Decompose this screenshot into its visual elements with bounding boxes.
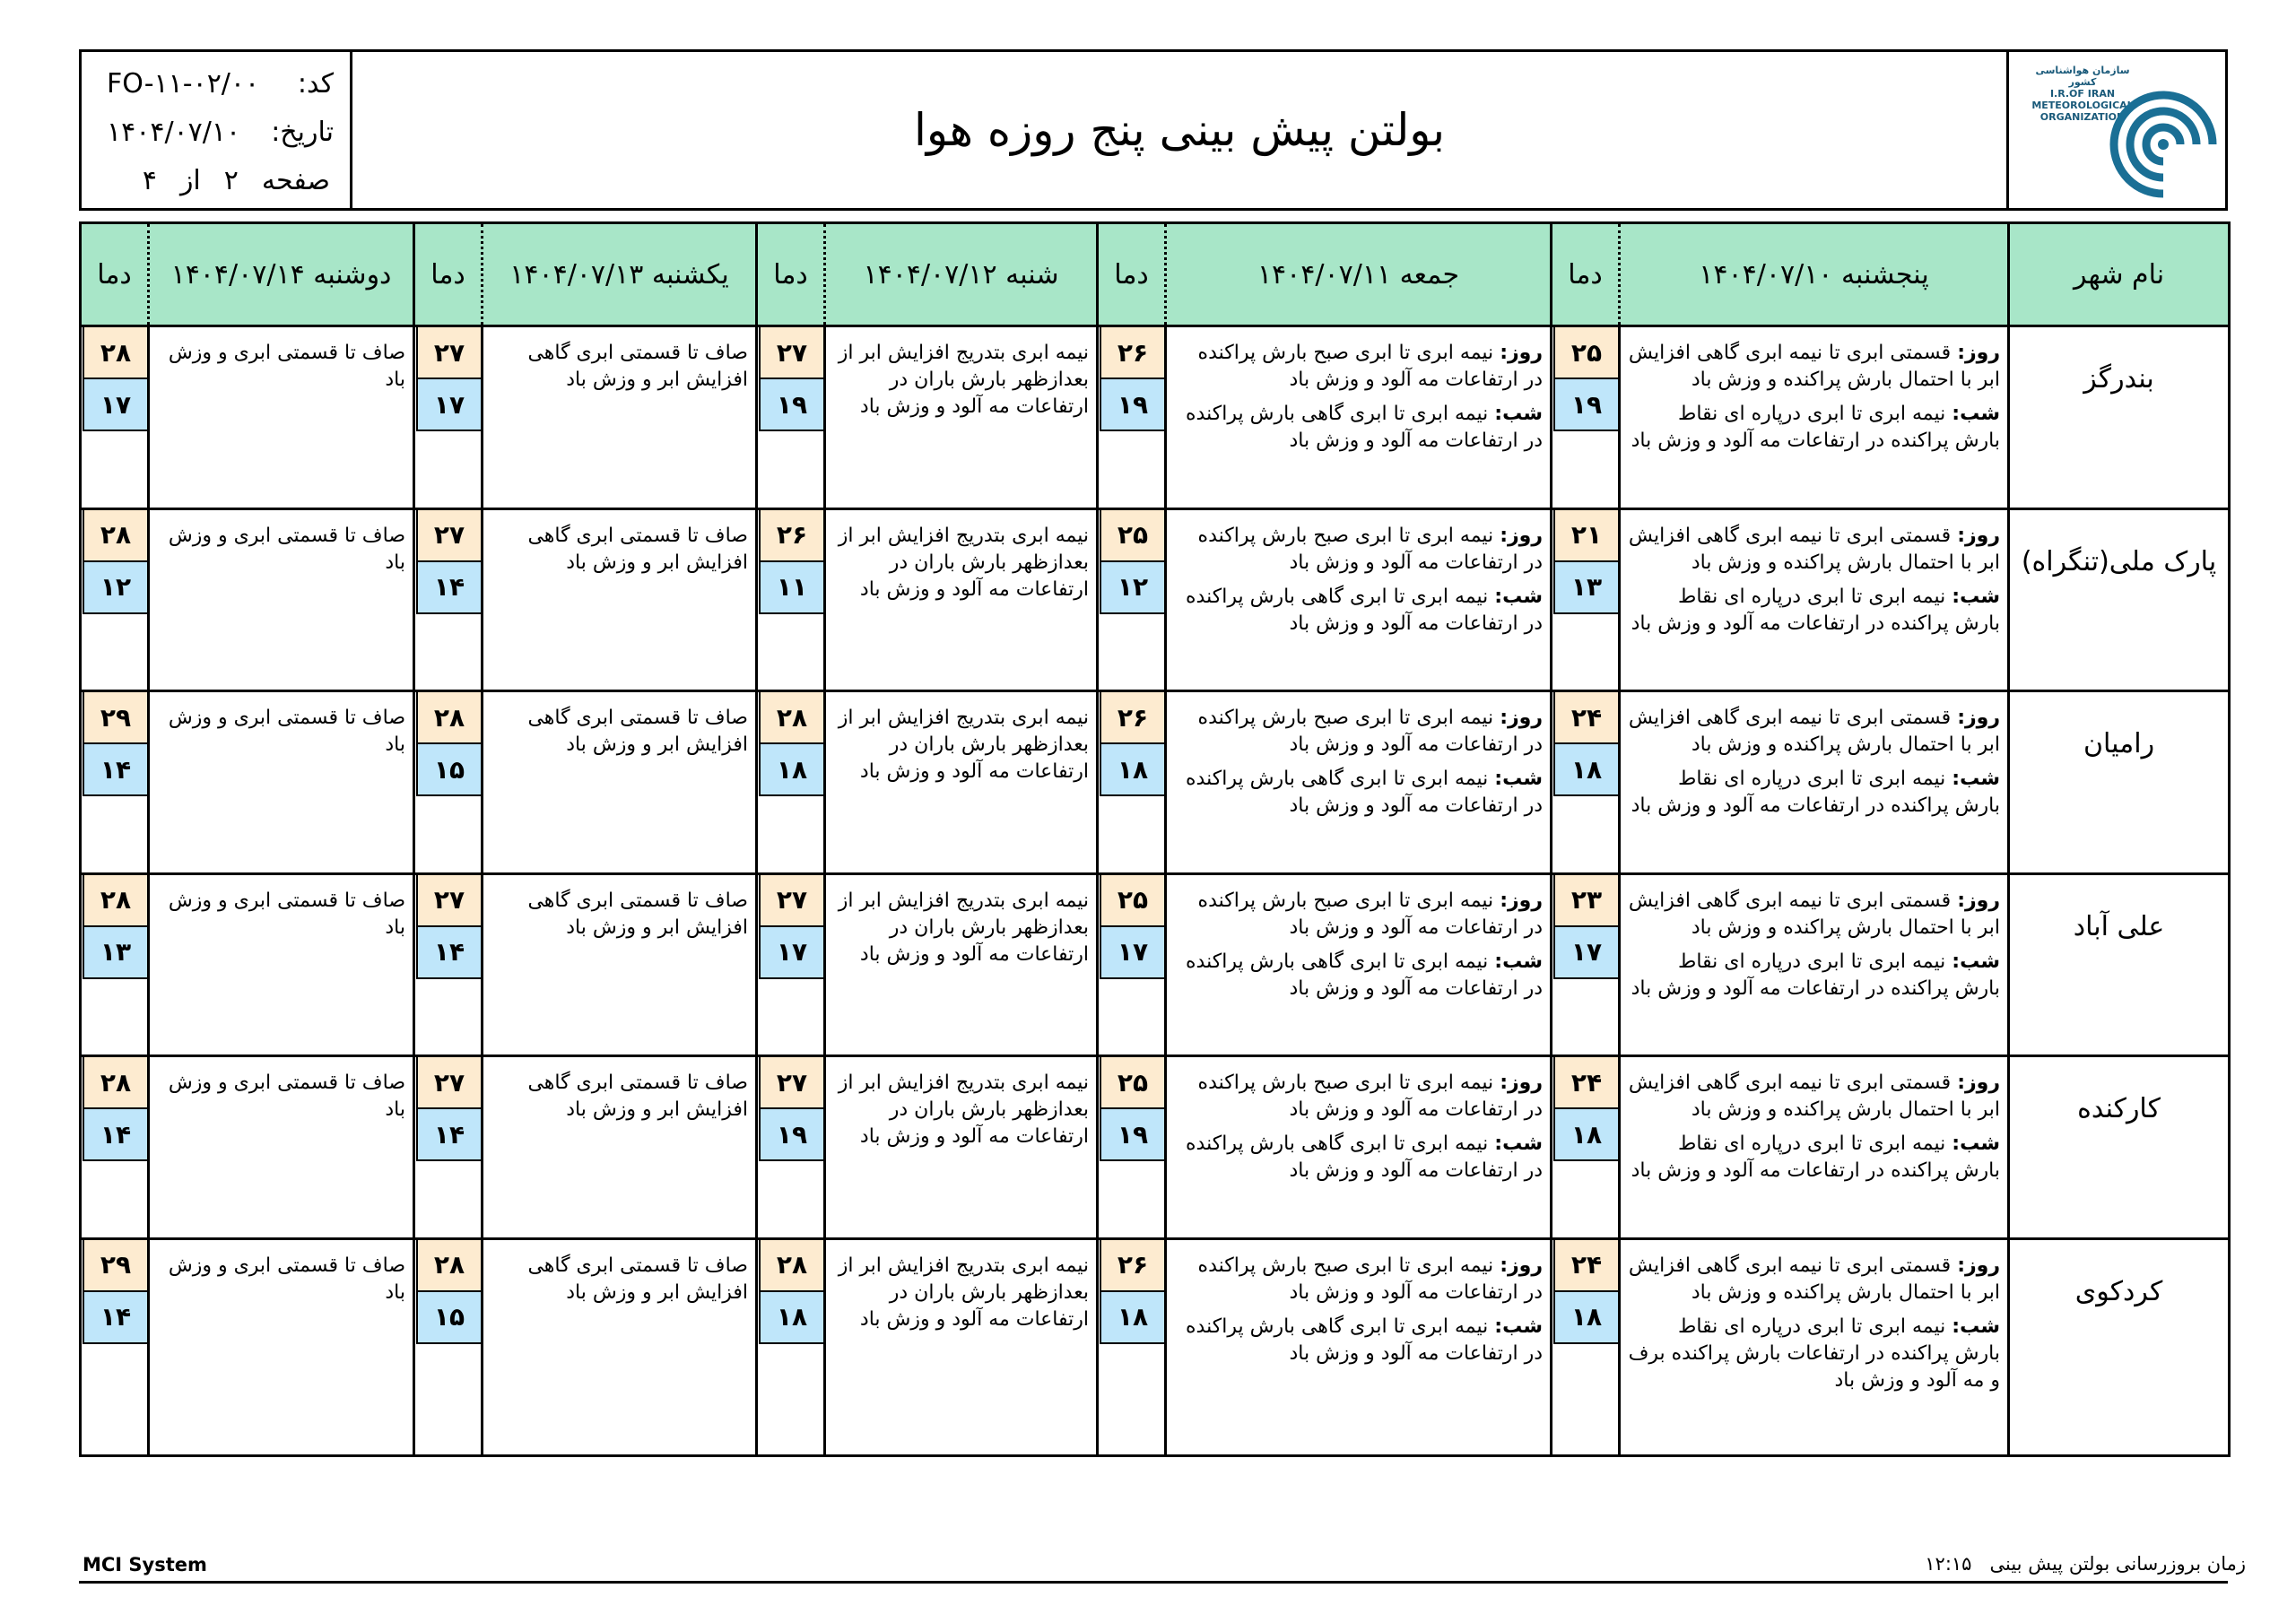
- temp-cell: [757, 873, 825, 1056]
- day-forecast: [1628, 888, 2000, 942]
- day-text: نیمه ابری تا ابری صبح بارش پراکنده در ارتفاعات مه آلود و وزش باد: [1197, 889, 1543, 939]
- forecast-description: نیمه ابری بتدریج افزایش ابر از بعدازظهر بارش باران در ارتفاعات مه آلود و وزش باد: [838, 707, 1089, 784]
- forecast-text: [149, 508, 414, 691]
- temp-box: [759, 1057, 823, 1161]
- day-text: نیمه ابری تا ابری صبح بارش پراکنده در ارتفاعات مه آلود و وزش باد: [1197, 1072, 1543, 1122]
- min-temp: ۱۱: [759, 562, 823, 614]
- day-forecast: [1174, 340, 1543, 394]
- temp-cell: [1098, 326, 1166, 509]
- temp-cell: [757, 326, 825, 509]
- day-label: روز:: [1957, 707, 2000, 730]
- max-temp: ۲۵: [1100, 1057, 1164, 1109]
- day-label: روز:: [1957, 524, 2000, 547]
- min-temp: ۱۹: [759, 379, 823, 431]
- temp-box: [1100, 692, 1164, 796]
- day-forecast: [1628, 1070, 2000, 1124]
- day-text: قسمتی ابری تا نیمه ابری گاهی افزایش ابر با احتمال بارش پراکنده و وزش باد: [1628, 1254, 2000, 1304]
- date-value: ۱۴۰۴/۰۷/۱۰: [107, 117, 241, 148]
- night-forecast: [1174, 1314, 1543, 1367]
- forecast-text: [483, 691, 757, 874]
- forecast-description: صاف تا قسمتی ابری و وزش باد: [168, 524, 405, 574]
- night-text: نیمه ابری تا ابری گاهی بارش پراکنده در ارتفاعات مه آلود و وزش باد: [1186, 1133, 1543, 1183]
- forecast-text: [483, 326, 757, 509]
- temp-box: [1100, 510, 1164, 614]
- max-temp: ۲۸: [83, 327, 147, 379]
- max-temp: ۲۷: [416, 1057, 481, 1109]
- night-text: نیمه ابری تا ابری درپاره ای نقاط بارش پراکنده در ارتفاعات مه آلود و وزش باد: [1631, 1133, 2000, 1183]
- forecast-description: صاف تا قسمتی ابری گاهی افزایش ابر و وزش باد: [527, 342, 748, 391]
- day-label: روز:: [1957, 1254, 2000, 1277]
- temp-box: [759, 1240, 823, 1344]
- day-forecast: [1174, 1253, 1543, 1306]
- forecast-day-night: [1620, 691, 2009, 874]
- organization-logo: [2006, 52, 2225, 208]
- temp-cell: [1552, 508, 1620, 691]
- day-label: روز:: [1500, 1254, 1543, 1277]
- forecast-text: [825, 1056, 1098, 1239]
- forecast-description: نیمه ابری بتدریج افزایش ابر از بعدازظهر بارش باران در ارتفاعات مه آلود و وزش باد: [838, 889, 1089, 966]
- city-name: پارک ملی(تنگراه): [2009, 508, 2230, 691]
- logo-line-3: ORGANIZATION: [2039, 111, 2126, 123]
- forecast-text: [483, 873, 757, 1056]
- temp-cell: [757, 1056, 825, 1239]
- temp-box: [1553, 692, 1618, 796]
- max-temp: ۲۸: [416, 1240, 481, 1292]
- day-label: روز:: [1957, 342, 2000, 364]
- day-text: قسمتی ابری تا نیمه ابری گاهی افزایش ابر با احتمال بارش پراکنده و وزش باد: [1628, 889, 2000, 939]
- night-forecast: [1174, 1131, 1543, 1185]
- page-total: ۴: [142, 165, 157, 196]
- night-text: نیمه ابری تا ابری گاهی بارش پراکنده در ارتفاعات مه آلود و وزش باد: [1186, 585, 1543, 635]
- max-temp: ۲۵: [1100, 875, 1164, 927]
- temp-box: [1100, 1240, 1164, 1344]
- min-temp: ۱۸: [1553, 744, 1618, 796]
- max-temp: ۲۷: [759, 875, 823, 927]
- temp-box: [416, 327, 481, 431]
- temp-box: [416, 875, 481, 979]
- temp-cell: [1552, 326, 1620, 509]
- forecast-day-night: [1166, 1056, 1552, 1239]
- day-header-1: پنجشنبه ۱۴۰۴/۰۷/۱۰: [1620, 223, 2009, 326]
- temp-box: [83, 875, 147, 979]
- document-meta: [82, 52, 352, 208]
- max-temp: ۲۵: [1553, 327, 1618, 379]
- day-header-4: یکشنبه ۱۴۰۴/۰۷/۱۳: [483, 223, 757, 326]
- day-forecast: [1628, 340, 2000, 394]
- forecast-description: نیمه ابری بتدریج افزایش ابر از بعدازظهر بارش باران در ارتفاعات مه آلود و وزش باد: [838, 1254, 1089, 1331]
- forecast-text: [483, 1238, 757, 1455]
- max-temp: ۲۳: [1553, 875, 1618, 927]
- forecast-description: صاف تا قسمتی ابری و وزش باد: [168, 1254, 405, 1304]
- max-temp: ۲۷: [416, 875, 481, 927]
- day-label: روز:: [1500, 1072, 1543, 1095]
- min-temp: ۱۴: [416, 927, 481, 979]
- code-label: کد:: [297, 68, 334, 100]
- forecast-day-night: [1620, 508, 2009, 691]
- day-forecast: [1174, 705, 1543, 759]
- min-temp: ۱۲: [83, 562, 147, 614]
- temp-cell: [81, 508, 149, 691]
- night-label: شب:: [1494, 585, 1543, 608]
- forecast-description: نیمه ابری بتدریج افزایش ابر از بعدازظهر بارش باران در ارتفاعات مه آلود و وزش باد: [838, 342, 1089, 418]
- temp-cell: [1098, 873, 1166, 1056]
- forecast-day-night: [1166, 1238, 1552, 1455]
- max-temp: ۲۸: [83, 875, 147, 927]
- night-text: نیمه ابری تا ابری درپاره ای نقاط بارش پراکنده در ارتفاعات مه آلود و وزش باد: [1631, 403, 2000, 452]
- day-forecast: [1628, 1253, 2000, 1306]
- min-temp: ۱۴: [416, 562, 481, 614]
- forecast-text: [149, 1056, 414, 1239]
- night-forecast: [1628, 1314, 2000, 1394]
- temp-box: [759, 875, 823, 979]
- forecast-day-night: [1166, 326, 1552, 509]
- forecast-text: [825, 691, 1098, 874]
- min-temp: ۱۸: [1100, 1292, 1164, 1344]
- forecast-text: [149, 326, 414, 509]
- logo-line-2: METEOROLOGICAL: [2031, 100, 2134, 111]
- max-temp: ۲۴: [1553, 1057, 1618, 1109]
- update-time: ۱۲:۱۵: [1925, 1553, 1972, 1575]
- night-label: شب:: [1952, 950, 2000, 973]
- max-temp: ۲۱: [1553, 510, 1618, 562]
- day-forecast: [1174, 523, 1543, 577]
- min-temp: ۱۴: [83, 1292, 147, 1344]
- city-name: علی آباد: [2009, 873, 2230, 1056]
- min-temp: ۱۸: [759, 744, 823, 796]
- min-temp: ۱۸: [1553, 1109, 1618, 1161]
- temp-box: [1100, 327, 1164, 431]
- forecast-description: صاف تا قسمتی ابری و وزش باد: [168, 889, 405, 939]
- temp-header-3: دما: [757, 223, 825, 326]
- min-temp: ۱۴: [83, 1109, 147, 1161]
- max-temp: ۲۴: [1553, 692, 1618, 744]
- forecast-day-night: [1620, 1238, 2009, 1455]
- forecast-description: صاف تا قسمتی ابری گاهی افزایش ابر و وزش باد: [527, 707, 748, 757]
- day-text: نیمه ابری تا ابری صبح بارش پراکنده در ارتفاعات مه آلود و وزش باد: [1197, 1254, 1543, 1304]
- max-temp: ۲۶: [1100, 1240, 1164, 1292]
- max-temp: ۲۷: [759, 1057, 823, 1109]
- max-temp: ۲۸: [83, 1057, 147, 1109]
- night-text: نیمه ابری تا ابری درپاره ای نقاط بارش پراکنده در ارتفاعات مه آلود و وزش باد: [1631, 950, 2000, 1000]
- max-temp: ۲۶: [759, 510, 823, 562]
- night-forecast: [1628, 766, 2000, 820]
- temp-cell: [1552, 873, 1620, 1056]
- temp-box: [83, 510, 147, 614]
- forecast-description: نیمه ابری بتدریج افزایش ابر از بعدازظهر بارش باران در ارتفاعات مه آلود و وزش باد: [838, 524, 1089, 601]
- night-text: نیمه ابری تا ابری گاهی بارش پراکنده در ارتفاعات مه آلود و وزش باد: [1186, 768, 1543, 818]
- forecast-text: [149, 691, 414, 874]
- temp-box: [83, 1240, 147, 1344]
- day-forecast: [1628, 523, 2000, 577]
- temp-box: [1553, 327, 1618, 431]
- temp-cell: [1098, 691, 1166, 874]
- min-temp: ۱۸: [1100, 744, 1164, 796]
- night-text: نیمه ابری تا ابری گاهی بارش پراکنده در ارتفاعات مه آلود و وزش باد: [1186, 1315, 1543, 1365]
- temp-box: [759, 510, 823, 614]
- update-info: [1925, 1553, 2246, 1575]
- table-row: [81, 873, 2230, 1056]
- day-text: قسمتی ابری تا نیمه ابری گاهی افزایش ابر با احتمال بارش پراکنده و وزش باد: [1628, 524, 2000, 574]
- temp-box: [83, 327, 147, 431]
- date-label: تاریخ:: [271, 117, 334, 148]
- temp-box: [1553, 1057, 1618, 1161]
- temp-box: [1553, 1240, 1618, 1344]
- date-row: [107, 117, 334, 148]
- table-row: [81, 1238, 2230, 1455]
- night-label: شب:: [1494, 1315, 1543, 1338]
- table-row: [81, 326, 2230, 509]
- forecast-table: [79, 221, 2231, 1457]
- min-temp: ۱۷: [416, 379, 481, 431]
- code-value: FO-۱۱-۰۲/۰۰: [107, 68, 260, 100]
- temp-cell: [81, 691, 149, 874]
- forecast-text: [825, 1238, 1098, 1455]
- night-forecast: [1628, 401, 2000, 455]
- min-temp: ۱۵: [416, 1292, 481, 1344]
- day-label: روز:: [1500, 342, 1543, 364]
- temp-box: [759, 692, 823, 796]
- city-column-header: نام شهر: [2009, 223, 2230, 326]
- night-label: شب:: [1952, 1133, 2000, 1156]
- max-temp: ۲۶: [1100, 692, 1164, 744]
- temp-box: [83, 1057, 147, 1161]
- temp-cell: [414, 1238, 483, 1455]
- day-header-2: جمعه ۱۴۰۴/۰۷/۱۱: [1166, 223, 1552, 326]
- max-temp: ۲۸: [759, 1240, 823, 1292]
- day-label: روز:: [1500, 889, 1543, 912]
- temp-box: [759, 327, 823, 431]
- min-temp: ۱۸: [1553, 1292, 1618, 1344]
- min-temp: ۱۴: [83, 744, 147, 796]
- forecast-day-night: [1166, 508, 1552, 691]
- temp-cell: [1552, 691, 1620, 874]
- forecast-text: [483, 1056, 757, 1239]
- day-label: روز:: [1500, 524, 1543, 547]
- min-temp: ۱۳: [1553, 562, 1618, 614]
- temp-header-4: دما: [414, 223, 483, 326]
- day-forecast: [1174, 1070, 1543, 1124]
- night-label: شب:: [1494, 1133, 1543, 1156]
- forecast-description: صاف تا قسمتی ابری و وزش باد: [168, 1072, 405, 1122]
- night-forecast: [1174, 766, 1543, 820]
- table-row: [81, 691, 2230, 874]
- forecast-description: صاف تا قسمتی ابری گاهی افزایش ابر و وزش باد: [527, 1072, 748, 1122]
- night-label: شب:: [1494, 950, 1543, 973]
- day-label: روز:: [1957, 1072, 2000, 1095]
- forecast-description: صاف تا قسمتی ابری و وزش باد: [168, 342, 405, 391]
- page-row: [143, 165, 330, 196]
- temp-cell: [1098, 508, 1166, 691]
- day-text: قسمتی ابری تا نیمه ابری گاهی افزایش ابر با احتمال بارش پراکنده و وزش باد: [1628, 707, 2000, 757]
- night-forecast: [1174, 401, 1543, 455]
- night-forecast: [1628, 584, 2000, 638]
- min-temp: ۱۷: [1553, 927, 1618, 979]
- max-temp: ۲۷: [416, 510, 481, 562]
- min-temp: ۱۹: [1100, 1109, 1164, 1161]
- min-temp: ۱۷: [759, 927, 823, 979]
- max-temp: ۲۸: [416, 692, 481, 744]
- day-forecast: [1628, 705, 2000, 759]
- night-forecast: [1174, 949, 1543, 1002]
- city-name: کردکوی: [2009, 1238, 2230, 1455]
- min-temp: ۱۲: [1100, 562, 1164, 614]
- min-temp: ۱۵: [416, 744, 481, 796]
- max-temp: ۲۶: [1100, 327, 1164, 379]
- forecast-text: [825, 508, 1098, 691]
- night-text: نیمه ابری تا ابری درپاره ای نقاط بارش پراکنده در ارتفاعات مه آلود و وزش باد: [1631, 768, 2000, 818]
- day-text: نیمه ابری تا ابری صبح بارش پراکنده در ارتفاعات مه آلود و وزش باد: [1197, 342, 1543, 391]
- night-label: شب:: [1952, 768, 2000, 791]
- table-header-row: [81, 223, 2230, 326]
- min-temp: ۱۷: [1100, 927, 1164, 979]
- forecast-day-night: [1166, 873, 1552, 1056]
- bulletin-title: بولتن پیش بینی پنج روزه هوا: [913, 104, 1446, 156]
- temp-cell: [81, 873, 149, 1056]
- day-text: نیمه ابری تا ابری صبح بارش پراکنده در ارتفاعات مه آلود و وزش باد: [1197, 524, 1543, 574]
- max-temp: ۲۹: [83, 1240, 147, 1292]
- day-text: قسمتی ابری تا نیمه ابری گاهی افزایش ابر با احتمال بارش پراکنده و وزش باد: [1628, 342, 2000, 391]
- day-header-5: دوشنبه ۱۴۰۴/۰۷/۱۴: [149, 223, 414, 326]
- max-temp: ۲۹: [83, 692, 147, 744]
- min-temp: ۱۹: [1553, 379, 1618, 431]
- night-label: شب:: [1952, 403, 2000, 425]
- temp-cell: [414, 508, 483, 691]
- system-name: MCI System: [83, 1554, 207, 1575]
- max-temp: ۲۴: [1553, 1240, 1618, 1292]
- temp-box: [1100, 1057, 1164, 1161]
- day-header-3: شنبه ۱۴۰۴/۰۷/۱۲: [825, 223, 1098, 326]
- min-temp: ۱۴: [416, 1109, 481, 1161]
- logo-line-fa: سازمان هواشناسی کشور: [2035, 65, 2130, 88]
- max-temp: ۲۷: [416, 327, 481, 379]
- temp-cell: [1098, 1238, 1166, 1455]
- forecast-text: [149, 873, 414, 1056]
- temp-box: [1553, 875, 1618, 979]
- min-temp: ۱۳: [83, 927, 147, 979]
- day-label: روز:: [1957, 889, 2000, 912]
- min-temp: ۱۷: [83, 379, 147, 431]
- day-text: قسمتی ابری تا نیمه ابری گاهی افزایش ابر با احتمال بارش پراکنده و وزش باد: [1628, 1072, 2000, 1122]
- day-text: نیمه ابری تا ابری صبح بارش پراکنده در ارتفاعات مه آلود و وزش باد: [1197, 707, 1543, 757]
- bulletin-header: [79, 49, 2228, 211]
- night-forecast: [1174, 584, 1543, 638]
- temp-box: [416, 510, 481, 614]
- spiral-logo-icon: [2109, 59, 2217, 203]
- forecast-day-night: [1620, 1056, 2009, 1239]
- night-label: شب:: [1494, 768, 1543, 791]
- page-label: صفحه: [261, 165, 330, 196]
- night-label: شب:: [1952, 585, 2000, 608]
- update-label: زمان بروزرسانی بولتن پیش بینی: [1989, 1553, 2246, 1575]
- temp-cell: [757, 1238, 825, 1455]
- page-number: ۲: [223, 165, 239, 196]
- max-temp: ۲۸: [83, 510, 147, 562]
- temp-cell: [414, 691, 483, 874]
- temp-cell: [414, 873, 483, 1056]
- forecast-day-night: [1620, 873, 2009, 1056]
- temp-cell: [757, 508, 825, 691]
- temp-cell: [757, 691, 825, 874]
- forecast-text: [149, 1238, 414, 1455]
- forecast-text: [825, 326, 1098, 509]
- code-row: [107, 68, 334, 100]
- temp-cell: [1552, 1056, 1620, 1239]
- forecast-text: [825, 873, 1098, 1056]
- temp-box: [1100, 875, 1164, 979]
- min-temp: ۱۸: [759, 1292, 823, 1344]
- city-name: بندرگز: [2009, 326, 2230, 509]
- forecast-description: صاف تا قسمتی ابری گاهی افزایش ابر و وزش باد: [527, 524, 748, 574]
- table-row: [81, 508, 2230, 691]
- forecast-text: [483, 508, 757, 691]
- temp-cell: [414, 1056, 483, 1239]
- night-text: نیمه ابری تا ابری درپاره ای نقاط بارش پراکنده در ارتفاعات مه آلود و وزش باد: [1631, 585, 2000, 635]
- forecast-day-night: [1620, 326, 2009, 509]
- temp-cell: [1098, 1056, 1166, 1239]
- min-temp: ۱۹: [759, 1109, 823, 1161]
- night-label: شب:: [1952, 1315, 2000, 1338]
- night-text: نیمه ابری تا ابری درپاره ای نقاط بارش پراکنده در ارتفاعات بارش پراکنده برف و مه آلود و وزش باد: [1628, 1315, 2000, 1392]
- temp-box: [416, 1057, 481, 1161]
- page-of-label: از: [179, 165, 201, 196]
- max-temp: ۲۷: [759, 327, 823, 379]
- temp-header-1: دما: [1552, 223, 1620, 326]
- temp-header-5: دما: [81, 223, 149, 326]
- night-forecast: [1628, 1131, 2000, 1185]
- max-temp: ۲۸: [759, 692, 823, 744]
- temp-cell: [81, 326, 149, 509]
- day-label: روز:: [1500, 707, 1543, 730]
- night-forecast: [1628, 949, 2000, 1002]
- forecast-description: نیمه ابری بتدریج افزایش ابر از بعدازظهر بارش باران در ارتفاعات مه آلود و وزش باد: [838, 1072, 1089, 1149]
- forecast-description: صاف تا قسمتی ابری و وزش باد: [168, 707, 405, 757]
- forecast-description: صاف تا قسمتی ابری گاهی افزایش ابر و وزش باد: [527, 889, 748, 939]
- city-name: کارکنده: [2009, 1056, 2230, 1239]
- min-temp: ۱۹: [1100, 379, 1164, 431]
- temp-header-2: دما: [1098, 223, 1166, 326]
- night-text: نیمه ابری تا ابری گاهی بارش پراکنده در ارتفاعات مه آلود و وزش باد: [1186, 950, 1543, 1000]
- night-label: شب:: [1494, 403, 1543, 425]
- temp-cell: [81, 1238, 149, 1455]
- temp-box: [416, 692, 481, 796]
- temp-cell: [81, 1056, 149, 1239]
- forecast-day-night: [1166, 691, 1552, 874]
- temp-cell: [414, 326, 483, 509]
- forecast-description: صاف تا قسمتی ابری گاهی افزایش ابر و وزش باد: [527, 1254, 748, 1304]
- table-row: [81, 1056, 2230, 1239]
- day-forecast: [1174, 888, 1543, 942]
- temp-box: [83, 692, 147, 796]
- city-name: رامیان: [2009, 691, 2230, 874]
- night-text: نیمه ابری تا ابری گاهی بارش پراکنده در ارتفاعات مه آلود و وزش باد: [1186, 403, 1543, 452]
- logo-line-1: I.R.OF IRAN: [2049, 88, 2116, 100]
- max-temp: ۲۵: [1100, 510, 1164, 562]
- footer-divider: [79, 1581, 2228, 1584]
- temp-cell: [1552, 1238, 1620, 1455]
- forecast-body: [81, 326, 2230, 1456]
- temp-box: [1553, 510, 1618, 614]
- temp-box: [416, 1240, 481, 1344]
